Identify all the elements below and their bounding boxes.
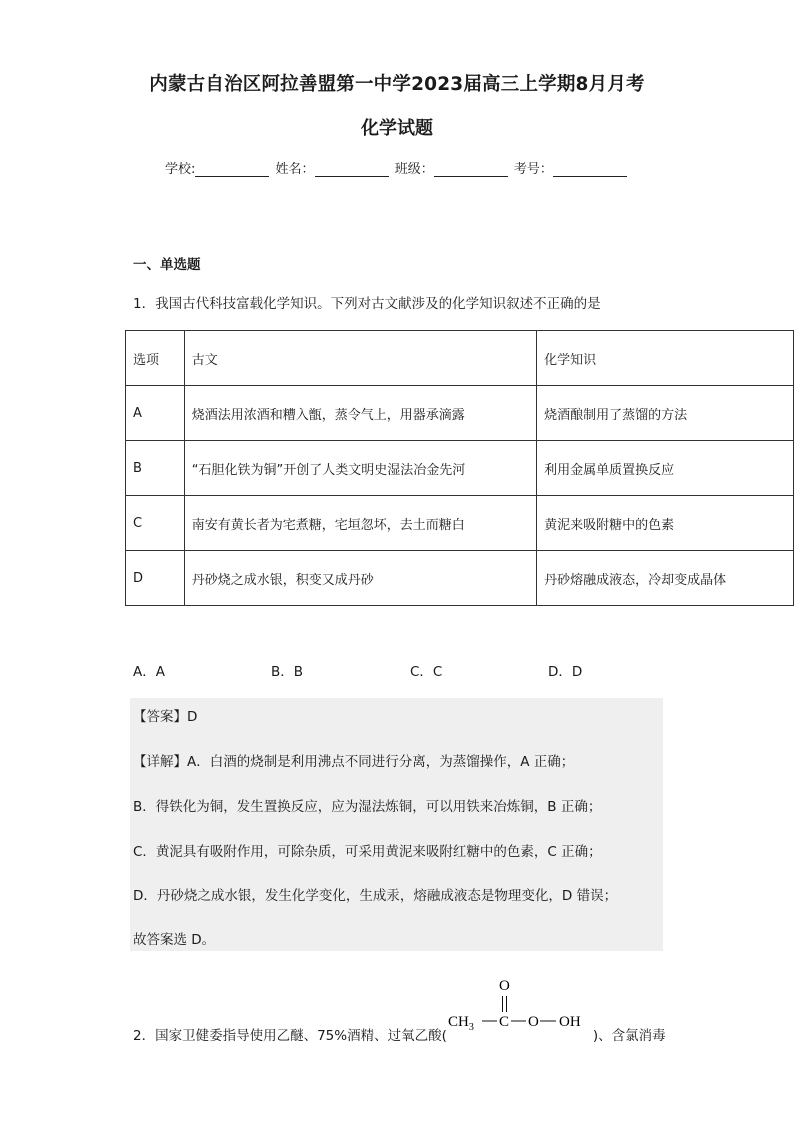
class-blank[interactable] bbox=[434, 162, 508, 177]
id-label: 考号： bbox=[513, 162, 553, 177]
table-cell: 黄泥来吸附糖中的色素 bbox=[537, 496, 794, 551]
document-subtitle: 化学试题 bbox=[361, 118, 433, 139]
peracetic-acid-formula bbox=[444, 972, 592, 1040]
table-cell: 丹砂烧之成水银，积变又成丹砂 bbox=[184, 551, 536, 606]
explanation-line: C．黄泥具有吸附作用，可除杂质，可采用黄泥来吸附红糖中的色素，C 正确； bbox=[133, 844, 602, 860]
table-cell: D bbox=[126, 551, 185, 606]
question-1-table bbox=[125, 330, 794, 606]
option-b[interactable]: B．B bbox=[271, 664, 304, 680]
option-c[interactable]: C．C bbox=[410, 664, 443, 680]
formula-oxygen: O bbox=[528, 1014, 539, 1030]
school-blank[interactable] bbox=[195, 162, 269, 177]
explanation-line: B．得铁化为铜，发生置换反应，应为湿法炼铜，可以用铁来冶炼铜，B 正确； bbox=[133, 799, 602, 815]
table-cell: “石胆化铁为铜”开创了人类文明史湿法冶金先河 bbox=[184, 441, 536, 496]
table-cell: A bbox=[126, 386, 185, 441]
section-heading: 一、单选题 bbox=[133, 257, 201, 273]
table-row bbox=[126, 386, 794, 441]
question-2-stem-after: )、含氯消毒 bbox=[592, 1028, 666, 1044]
explanation-line: 【详解】A．白酒的烧制是利用沸点不同进行分离，为蒸馏操作，A 正确； bbox=[133, 754, 575, 770]
id-blank[interactable] bbox=[553, 162, 627, 177]
class-label: 班级： bbox=[394, 162, 434, 177]
table-cell: 烧酒酿制用了蒸馏的方法 bbox=[537, 386, 794, 441]
table-header-cell: 古文 bbox=[184, 331, 536, 386]
option-a[interactable]: A．A bbox=[133, 664, 165, 680]
table-row bbox=[126, 441, 794, 496]
table-cell: 南安有黄长者为宅煮糖，宅垣忽坏，去土而糖白 bbox=[184, 496, 536, 551]
table-header-row bbox=[126, 331, 794, 386]
table-cell: C bbox=[126, 496, 185, 551]
explanation-line: D．丹砂烧之成水银，发生化学变化，生成汞，熔融成液态是物理变化，D 错误； bbox=[133, 888, 618, 904]
table-cell: B bbox=[126, 441, 185, 496]
answer-text: 【答案】D bbox=[133, 709, 198, 725]
answer-box bbox=[130, 698, 663, 951]
table-cell: 丹砂熔融成液态，冷却变成晶体 bbox=[537, 551, 794, 606]
table-header-cell: 选项 bbox=[126, 331, 185, 386]
question-2-stem-before: 2．国家卫健委指导使用乙醚、75%酒精、过氧乙酸( bbox=[133, 1028, 447, 1044]
table-cell: 利用金属单质置换反应 bbox=[537, 441, 794, 496]
table-row bbox=[126, 496, 794, 551]
formula-hydroxyl: OH bbox=[559, 1014, 581, 1030]
name-label: 姓名： bbox=[275, 162, 315, 177]
option-d[interactable]: D．D bbox=[548, 664, 583, 680]
table-cell: 烧酒法用浓酒和糟入甑，蒸令气上，用器承滴露 bbox=[184, 386, 536, 441]
student-info-line bbox=[165, 158, 629, 177]
explanation-line: 故答案选 D。 bbox=[133, 932, 216, 948]
school-label: 学校: bbox=[165, 162, 196, 177]
table-row bbox=[126, 551, 794, 606]
question-1-stem: 1．我国古代科技富载化学知识。下列对古文献涉及的化学知识叙述不正确的是 bbox=[133, 296, 601, 312]
name-blank[interactable] bbox=[315, 162, 389, 177]
formula-ch3: $CH_3$ bbox=[448, 1014, 474, 1033]
document-title: 内蒙古自治区阿拉善盟第一中学2023届高三上学期8月月考 bbox=[149, 74, 645, 95]
formula-carbonyl-o: O bbox=[499, 978, 510, 994]
formula-carbon: C bbox=[499, 1014, 510, 1030]
table-header-cell: 化学知识 bbox=[537, 331, 794, 386]
